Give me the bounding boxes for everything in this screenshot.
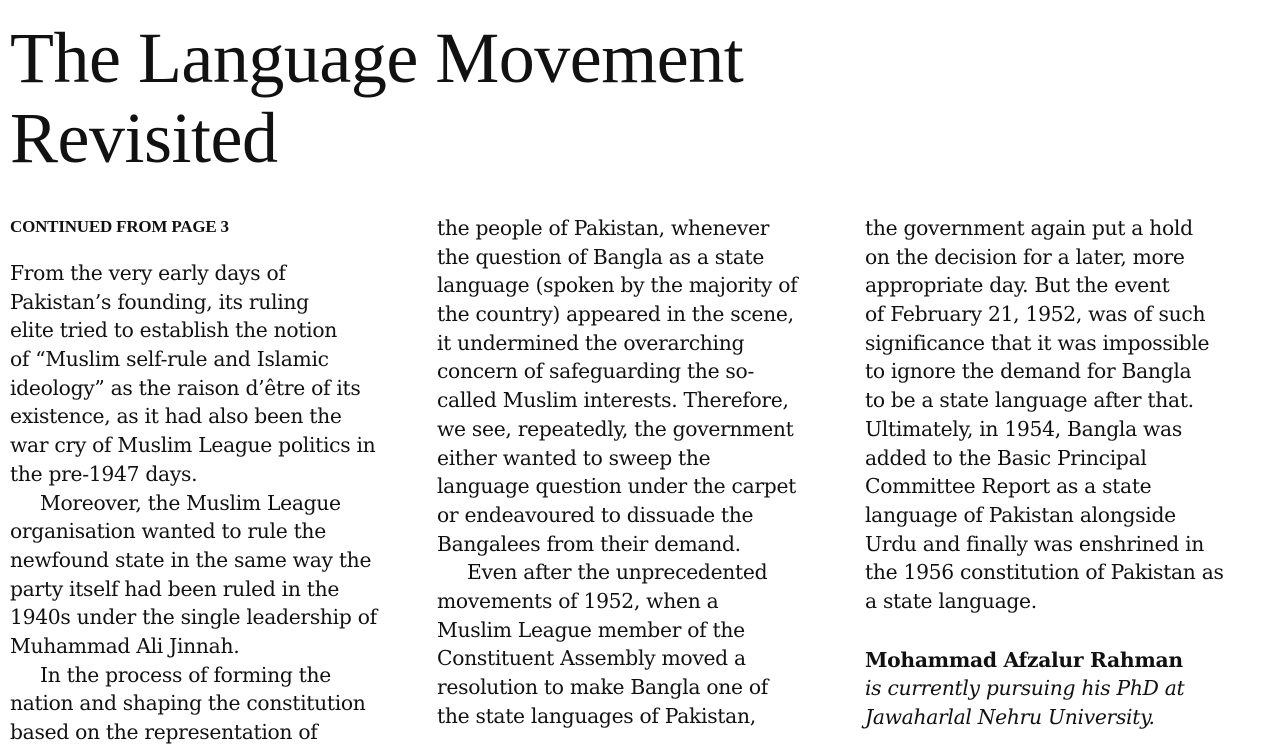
body-text-line: concern of safeguarding the so- xyxy=(437,359,754,384)
body-text-line: newfound state in the same way the xyxy=(10,547,372,572)
column-body xyxy=(865,214,1265,616)
body-text-line: we see, repeatedly, the government xyxy=(437,416,794,441)
body-text-line: organisation wanted to rule the xyxy=(10,519,326,544)
body-text-line: ideology” as the raison d’être of its xyxy=(10,375,361,400)
body-text-line: Urdu and finally was enshrined in xyxy=(865,531,1205,556)
body-text-line: called Muslim interests. Therefore, xyxy=(437,388,789,413)
body-text-line: the people of Pakistan, whenever xyxy=(437,216,770,240)
article-column-2 xyxy=(437,214,847,730)
body-text-line: a state language. xyxy=(865,588,1037,613)
body-text-line: to be a state language after that. xyxy=(865,388,1194,413)
body-text-line: based on the representation of xyxy=(10,720,318,744)
author-name: Mohammad Afzalur Rahman xyxy=(865,647,1183,672)
column-body xyxy=(10,259,420,747)
body-text-line: on the decision for a later, more xyxy=(865,244,1185,269)
body-text-line: or endeavoured to dissuade the xyxy=(437,502,754,527)
body-text-line: added to the Basic Principal xyxy=(865,445,1147,470)
body-text-line: Committee Report as a state xyxy=(865,474,1152,499)
body-text-line: Bangalees from their demand. xyxy=(437,531,741,556)
author-byline xyxy=(865,646,1265,732)
headline xyxy=(10,18,830,178)
body-text-line: language of Pakistan alongside xyxy=(865,502,1176,527)
body-text-line: to ignore the demand for Bangla xyxy=(865,359,1192,384)
body-text-line: language (spoken by the majority of xyxy=(437,273,798,298)
body-text-line: the government again put a hold xyxy=(865,216,1193,240)
body-text-line: nation and shaping the constitution xyxy=(10,691,366,716)
body-text-line: elite tried to establish the notion xyxy=(10,318,338,343)
body-text-line: 1940s under the single leadership of xyxy=(10,605,377,630)
body-text-line: language question under the carpet xyxy=(437,474,797,499)
body-text-line: the state languages of Pakistan, xyxy=(437,703,756,728)
body-text-line: In the process of forming the xyxy=(40,662,331,687)
author-bio xyxy=(865,674,1265,731)
body-text-line: resolution to make Bangla one of xyxy=(437,675,768,699)
headline-line-1: The Language Movement xyxy=(10,18,744,98)
body-text-line: Muhammad Ali Jinnah. xyxy=(10,633,240,658)
body-text-line: of February 21, 1952, was of such xyxy=(865,302,1206,327)
body-text-line: Moreover, the Muslim League xyxy=(40,490,341,515)
body-text-line: From the very early days of xyxy=(10,261,286,285)
body-text-line: of “Muslim self-rule and Islamic xyxy=(10,347,329,372)
body-text-line: war cry of Muslim League politics in xyxy=(10,433,376,458)
body-text-line: Pakistan’s founding, its ruling xyxy=(10,289,309,314)
author-bio-line: Jawaharlal Nehru University. xyxy=(865,705,1155,729)
body-text-line: party itself had been ruled in the xyxy=(10,576,340,601)
body-text-line: the pre-1947 days. xyxy=(10,461,198,486)
continued-kicker: CONTINUED FROM PAGE 3 xyxy=(10,217,229,236)
body-text-line: movements of 1952, when a xyxy=(437,588,719,613)
body-text-line: Muslim League member of the xyxy=(437,617,745,642)
article-column-3 xyxy=(865,214,1265,732)
body-text-line: either wanted to sweep the xyxy=(437,445,711,470)
body-text-line: existence, as it had also been the xyxy=(10,404,342,429)
author-bio-line: is currently pursuing his PhD at xyxy=(865,676,1185,701)
body-text-line: Constituent Assembly moved a xyxy=(437,646,746,671)
body-text-line: the 1956 constitution of Pakistan as xyxy=(865,560,1224,585)
body-text-line: significance that it was impossible xyxy=(865,330,1210,355)
headline-line-2: Revisited xyxy=(10,98,278,178)
body-text-line: the question of Bangla as a state xyxy=(437,244,765,269)
column-body xyxy=(437,214,847,730)
body-text-line: it undermined the overarching xyxy=(437,330,745,355)
body-text-line: Ultimately, in 1954, Bangla was xyxy=(865,416,1182,441)
body-text-line: appropriate day. But the event xyxy=(865,273,1170,298)
body-text-line: the country) appeared in the scene, xyxy=(437,302,794,327)
article-column-1 xyxy=(10,214,420,747)
body-text-line: Even after the unprecedented xyxy=(467,560,768,585)
